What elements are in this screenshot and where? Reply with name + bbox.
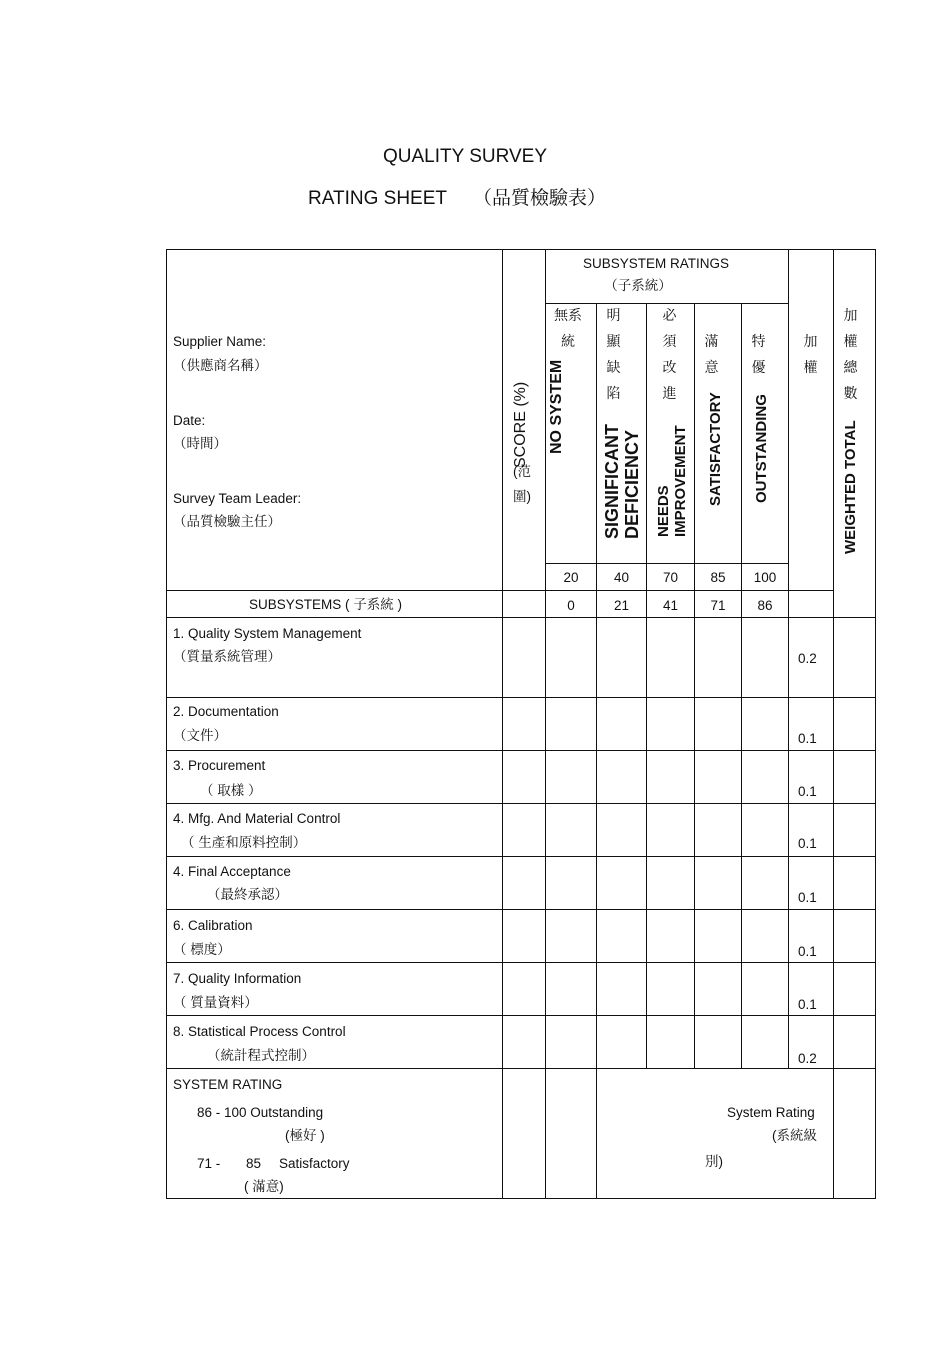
row-weight: 0.1	[798, 836, 817, 851]
row-weight: 0.1	[798, 784, 817, 799]
row-label: 6. Calibration	[173, 918, 253, 933]
col-significant-deficiency-cn: 明顯缺陷	[606, 307, 621, 401]
row-label: 7. Quality Information	[173, 971, 302, 986]
date-cn: （時間）	[173, 436, 227, 451]
col-needs-improvement-upper: 70	[662, 570, 679, 585]
col-outstanding-upper: 100	[753, 570, 777, 585]
system-rating-result-cn-1: (系統級	[772, 1128, 817, 1143]
row-weight: 0.1	[798, 944, 817, 959]
row-label: 1. Quality System Management	[173, 626, 362, 641]
page-title: QUALITY SURVEY	[382, 146, 548, 167]
system-rating-range-satisfactory-label: Satisfactory	[279, 1156, 350, 1171]
row-label-cn: （統計程式控制）	[207, 1048, 315, 1063]
system-rating-range-satisfactory-low: 71 -	[197, 1156, 221, 1171]
col-satisfactory-upper: 85	[710, 570, 726, 585]
col-no-system-cn: 無系統	[554, 307, 582, 349]
col-needs-improvement-cn: 必須改進	[662, 307, 677, 401]
row-label: 8. Statistical Process Control	[173, 1024, 346, 1039]
row-weight: 0.2	[798, 651, 817, 666]
col-satisfactory-lower: 71	[710, 598, 726, 613]
system-rating-label: SYSTEM RATING	[173, 1077, 283, 1092]
team-leader-cn: （品質檢驗主任）	[173, 514, 281, 529]
col-outstanding-lower: 86	[757, 598, 773, 613]
col-satisfactory-cn: 滿意	[704, 333, 719, 375]
row-weight: 0.1	[798, 997, 817, 1012]
supplier-name-label: Supplier Name:	[173, 334, 267, 349]
score-header: SCORE (%)	[512, 381, 529, 468]
score-cn-2: 圍)	[513, 489, 531, 504]
subsystems-label: SUBSYSTEMS ( 子系統 )	[249, 597, 403, 612]
system-rating-range-outstanding-cn: (極好 )	[285, 1128, 325, 1143]
system-rating-range-satisfactory-high: 85	[246, 1156, 262, 1171]
row-weight: 0.2	[798, 1051, 817, 1066]
row-label-cn: （ 生產和原料控制）	[181, 835, 307, 850]
subsystem-ratings-cn: （子系統）	[604, 278, 672, 293]
row-label: 4. Mfg. And Material Control	[173, 811, 341, 826]
row-weight: 0.1	[798, 731, 817, 746]
row-label-cn: （最終承認）	[207, 887, 288, 902]
date-label: Date:	[173, 413, 206, 428]
col-no-system-upper: 20	[563, 570, 579, 585]
col-needs-improvement-en: NEEDS IMPROVEMENT	[655, 425, 689, 537]
col-significant-deficiency-en: SIGNIFICANT DEFICIENCY	[602, 424, 642, 539]
row-label-cn: （ 標度）	[173, 942, 231, 957]
col-outstanding-en: OUTSTANDING	[753, 394, 770, 503]
row-label: 3. Procurement	[173, 758, 266, 773]
score-cn-1: (范	[513, 464, 531, 479]
col-outstanding-cn: 特優	[751, 333, 766, 375]
system-rating-result-label: System Rating	[727, 1105, 815, 1120]
col-needs-improvement-lower: 41	[662, 598, 679, 613]
row-label: 4. Final Acceptance	[173, 864, 291, 879]
weight-header-cn: 加權	[803, 333, 818, 375]
subsystem-ratings-header: SUBSYSTEM RATINGS	[582, 256, 730, 271]
row-label-cn: （ 質量資料）	[173, 995, 258, 1010]
row-label-cn: （ 取樣 ）	[200, 783, 262, 798]
row-label-cn: （文件）	[173, 728, 227, 743]
row-label: 2. Documentation	[173, 704, 279, 719]
team-leader-label: Survey Team Leader:	[173, 491, 302, 506]
page-subtitle: RATING SHEET （品質檢驗表）	[308, 188, 607, 209]
col-satisfactory-en: SATISFACTORY	[707, 392, 724, 506]
weighted-total-header: WEIGHTED TOTAL	[842, 420, 859, 554]
col-no-system-en: NO SYSTEM	[548, 359, 565, 454]
row-label-cn: （質量系統管理）	[173, 649, 281, 664]
system-rating-range-outstanding: 86 - 100 Outstanding	[197, 1105, 324, 1120]
col-no-system-lower: 0	[567, 598, 575, 613]
col-significant-deficiency-upper: 40	[613, 570, 630, 585]
system-rating-range-satisfactory-cn: ( 滿意)	[244, 1179, 284, 1194]
supplier-name-cn: （供應商名稱）	[173, 358, 268, 373]
system-rating-result-cn-2: 別)	[705, 1154, 723, 1169]
row-weight: 0.1	[798, 890, 817, 905]
col-significant-deficiency-lower: 21	[613, 598, 630, 613]
weighted-total-header-cn: 加權總數	[843, 307, 858, 401]
